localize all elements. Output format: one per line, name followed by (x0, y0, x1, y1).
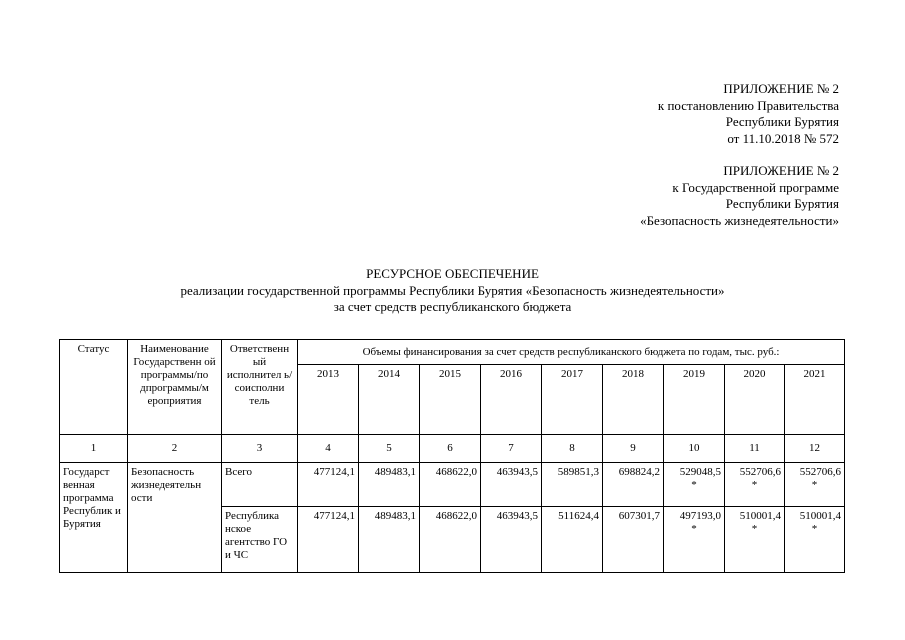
value-cell (542, 507, 603, 573)
value: 552706,6 (799, 466, 842, 478)
value: 468622,0 (435, 510, 477, 522)
col-number: 2 (128, 435, 222, 463)
appendix-1-line-3: Республики Бурятия (725, 114, 839, 129)
appendix-header-2 (640, 163, 839, 229)
header-volumes: Объемы финансирования за счет средств республиканского бюджета по годам, тыс. руб.: (298, 340, 845, 365)
value-cell (664, 463, 725, 507)
value: 552706,6 (739, 466, 781, 478)
year-cell: 2016 (481, 365, 542, 435)
year-cell: 2021 (785, 365, 845, 435)
value: 510001,4 (739, 510, 781, 522)
title-line-1: РЕСУРСНОЕ ОБЕСПЕЧЕНИЕ (366, 266, 539, 281)
year-cell: 2014 (359, 365, 420, 435)
appendix-2-line-2: к Государственной программе (672, 179, 839, 195)
value-cell (725, 463, 785, 507)
year-cell: 2018 (603, 365, 664, 435)
value-cell (785, 463, 845, 507)
col-number: 5 (359, 435, 420, 463)
footnote-mark: * (751, 479, 758, 491)
row-name: Безопасность жизнедеятельн ости (128, 463, 222, 573)
header-status: Статус (60, 340, 128, 435)
document-title (0, 266, 905, 316)
value: 698824,2 (618, 466, 660, 478)
header-name: Наименование Государственн ой программы/по дпрограммы/м ероприятия (128, 340, 222, 435)
col-number: 7 (481, 435, 542, 463)
value-cell (603, 463, 664, 507)
row-executor: Всего (222, 463, 298, 507)
value-cell (481, 463, 542, 507)
value: 489483,1 (374, 510, 416, 522)
value-cell (420, 507, 481, 573)
header-executor: Ответственн ый исполнител ь/соисполни тель (222, 340, 298, 435)
table-row (60, 463, 845, 507)
col-number: 12 (785, 435, 845, 463)
value: 489483,1 (374, 466, 416, 478)
value-cell (664, 507, 725, 573)
value-cell (542, 463, 603, 507)
value-cell (785, 507, 845, 573)
value: 463943,5 (496, 510, 538, 522)
value: 511624,4 (558, 510, 599, 522)
value-cell (603, 507, 664, 573)
appendix-1-line-4: от 11.10.2018 № 572 (727, 130, 839, 146)
appendix-2-line-4: «Безопасность жизнедеятельности» (640, 212, 839, 228)
value: 468622,0 (435, 466, 477, 478)
value: 607301,7 (618, 510, 660, 522)
appendix-1-line-2: к постановлению Правительства (657, 97, 839, 113)
title-line-3: за счет средств республиканского бюджета (333, 299, 572, 314)
row-status: Государст венная программа Республик и Бурятия (60, 463, 128, 573)
footnote-mark: * (691, 523, 697, 535)
col-number: 1 (60, 435, 128, 463)
title-line-2: реализации государственной программы Республики Бурятия «Безопасность жизнедеятельности» (180, 282, 725, 298)
header-row (60, 340, 845, 365)
value: 497193,0 (679, 510, 721, 522)
column-numbers-row (60, 435, 845, 463)
value-cell (359, 507, 420, 573)
resource-table (59, 339, 845, 573)
col-number: 8 (542, 435, 603, 463)
year-cell: 2015 (420, 365, 481, 435)
value-cell (359, 463, 420, 507)
year-cell: 2017 (542, 365, 603, 435)
col-number: 3 (222, 435, 298, 463)
year-cell: 2019 (664, 365, 725, 435)
col-number: 6 (420, 435, 481, 463)
value-cell (725, 507, 785, 573)
value-cell (298, 463, 359, 507)
col-number: 9 (603, 435, 664, 463)
footnote-mark: * (811, 479, 818, 491)
appendix-header-1 (658, 81, 839, 147)
appendix-2-line-1: ПРИЛОЖЕНИЕ № 2 (723, 163, 839, 178)
value-cell (420, 463, 481, 507)
year-cell: 2013 (298, 365, 359, 435)
appendix-1-line-1: ПРИЛОЖЕНИЕ № 2 (723, 81, 839, 96)
value: 589851,3 (557, 466, 599, 478)
value: 529048,5 (679, 466, 721, 478)
footnote-mark: * (691, 479, 697, 491)
row-executor: Республика нское агентство ГО и ЧС (222, 507, 298, 573)
value: 463943,5 (496, 466, 538, 478)
col-number: 4 (298, 435, 359, 463)
year-cell: 2020 (725, 365, 785, 435)
footnote-mark: * (811, 523, 818, 535)
value-cell (298, 507, 359, 573)
value: 510001,4 (799, 510, 842, 522)
value: 477124,1 (313, 466, 355, 478)
col-number: 11 (725, 435, 785, 463)
col-number: 10 (664, 435, 725, 463)
footnote-mark: * (751, 523, 758, 535)
value: 477124,1 (313, 510, 355, 522)
value-cell (481, 507, 542, 573)
appendix-2-line-3: Республики Бурятия (725, 196, 839, 211)
